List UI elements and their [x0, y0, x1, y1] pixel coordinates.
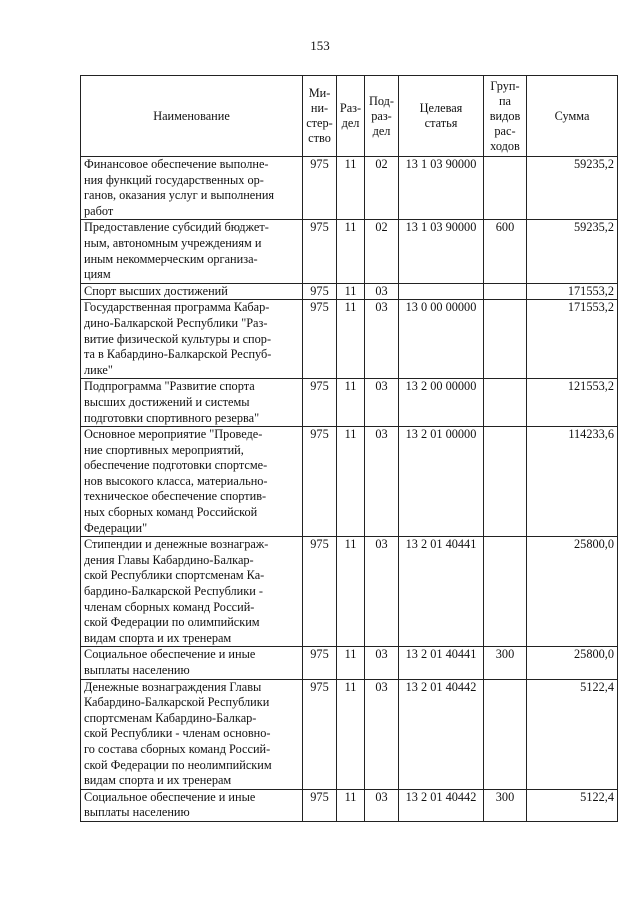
cell-sum: 121553,2 [527, 379, 618, 427]
cell-name: Предоставление субсидий бюджет- ным, автономным учреждениям и иным некоммерческим организа- циям [81, 220, 303, 283]
cell-sum: 5122,4 [527, 679, 618, 789]
cell-target-article: 13 2 00 00000 [399, 379, 484, 427]
header-sum: Сумма [527, 76, 618, 157]
cell-section: 11 [337, 427, 365, 537]
cell-subsection: 03 [365, 379, 399, 427]
cell-ministry: 975 [303, 379, 337, 427]
cell-name: Социальное обеспечение и иные выплаты населению [81, 647, 303, 679]
cell-sum: 171553,2 [527, 283, 618, 300]
table-row [81, 283, 618, 300]
cell-ministry: 975 [303, 647, 337, 679]
cell-subsection: 03 [365, 427, 399, 537]
cell-ministry: 975 [303, 157, 337, 220]
cell-ministry: 975 [303, 427, 337, 537]
cell-name: Подпрограмма "Развитие спорта высших достижений и системы подготовки спортивного резерва" [81, 379, 303, 427]
cell-target-article [399, 283, 484, 300]
table-row [81, 220, 618, 283]
cell-sum: 114233,6 [527, 427, 618, 537]
cell-target-article: 13 0 00 00000 [399, 300, 484, 379]
cell-ministry: 975 [303, 679, 337, 789]
cell-name: Финансовое обеспечение выполне- ния функций государственных ор- ганов, оказания услуг и выполнения работ [81, 157, 303, 220]
cell-name: Денежные вознаграждения Главы Кабардино-Балкарской Республики спортсменам Кабардино-Балкар- ской Республики - членам основно- го состава сборных команд Россий- ской Федерации по неолимпийским видам спорта и их тренерам [81, 679, 303, 789]
cell-section: 11 [337, 647, 365, 679]
cell-subsection: 02 [365, 157, 399, 220]
cell-expense-group [484, 300, 527, 379]
cell-target-article: 13 2 01 40441 [399, 537, 484, 647]
cell-subsection: 03 [365, 300, 399, 379]
cell-sum: 5122,4 [527, 789, 618, 821]
cell-sum: 59235,2 [527, 157, 618, 220]
table-row [81, 300, 618, 379]
header-target-article: Целевая статья [399, 76, 484, 157]
cell-expense-group [484, 537, 527, 647]
cell-expense-group [484, 379, 527, 427]
table-body [81, 157, 618, 822]
cell-subsection: 03 [365, 283, 399, 300]
header-section: Раз- дел [337, 76, 365, 157]
cell-expense-group [484, 283, 527, 300]
cell-sum: 25800,0 [527, 537, 618, 647]
cell-subsection: 03 [365, 537, 399, 647]
cell-section: 11 [337, 300, 365, 379]
cell-expense-group: 300 [484, 647, 527, 679]
cell-section: 11 [337, 789, 365, 821]
header-ministry: Ми- ни- стер- ство [303, 76, 337, 157]
cell-target-article: 13 1 03 90000 [399, 157, 484, 220]
cell-section: 11 [337, 679, 365, 789]
cell-subsection: 03 [365, 679, 399, 789]
table-row [81, 679, 618, 789]
table-header-row [81, 76, 618, 157]
cell-target-article: 13 2 01 40442 [399, 679, 484, 789]
cell-sum: 59235,2 [527, 220, 618, 283]
cell-name: Социальное обеспечение и иные выплаты населению [81, 789, 303, 821]
cell-ministry: 975 [303, 300, 337, 379]
cell-expense-group: 600 [484, 220, 527, 283]
cell-section: 11 [337, 157, 365, 220]
cell-target-article: 13 1 03 90000 [399, 220, 484, 283]
cell-section: 11 [337, 283, 365, 300]
cell-expense-group [484, 679, 527, 789]
cell-ministry: 975 [303, 789, 337, 821]
cell-name: Основное мероприятие "Проведе- ние спортивных мероприятий, обеспечение подготовки спортсме- нов высокого класса, материально- техническое обеспечение спортив- ных сборных команд Российской Федерации" [81, 427, 303, 537]
cell-expense-group: 300 [484, 789, 527, 821]
budget-table [80, 75, 618, 822]
table-row [81, 427, 618, 537]
header-subsection: Под- раз- дел [365, 76, 399, 157]
cell-subsection: 03 [365, 647, 399, 679]
cell-section: 11 [337, 537, 365, 647]
cell-ministry: 975 [303, 537, 337, 647]
cell-expense-group [484, 427, 527, 537]
table-row [81, 789, 618, 821]
cell-section: 11 [337, 379, 365, 427]
cell-ministry: 975 [303, 220, 337, 283]
cell-name: Стипендии и денежные вознаграж- дения Главы Кабардино-Балкар- ской Республики спортсменам Ка- бардино-Балкарской Республики - членам сборных команд Россий- ской Федерации по олимпийским видам спорта и их тренерам [81, 537, 303, 647]
cell-expense-group [484, 157, 527, 220]
cell-name: Спорт высших достижений [81, 283, 303, 300]
cell-target-article: 13 2 01 40442 [399, 789, 484, 821]
table-row [81, 157, 618, 220]
cell-section: 11 [337, 220, 365, 283]
table-row [81, 537, 618, 647]
cell-ministry: 975 [303, 283, 337, 300]
cell-target-article: 13 2 01 40441 [399, 647, 484, 679]
cell-subsection: 02 [365, 220, 399, 283]
cell-target-article: 13 2 01 00000 [399, 427, 484, 537]
table-row [81, 379, 618, 427]
page-number: 153 [310, 38, 330, 53]
header-expense-group: Груп- па видов рас- ходов [484, 76, 527, 157]
cell-name: Государственная программа Кабар- дино-Балкарской Республики "Раз- витие физической культуры и спор- та в Кабардино-Балкарской Респуб- лике" [81, 300, 303, 379]
cell-subsection: 03 [365, 789, 399, 821]
cell-sum: 25800,0 [527, 647, 618, 679]
header-name: Наименование [81, 76, 303, 157]
cell-sum: 171553,2 [527, 300, 618, 379]
table-row [81, 647, 618, 679]
